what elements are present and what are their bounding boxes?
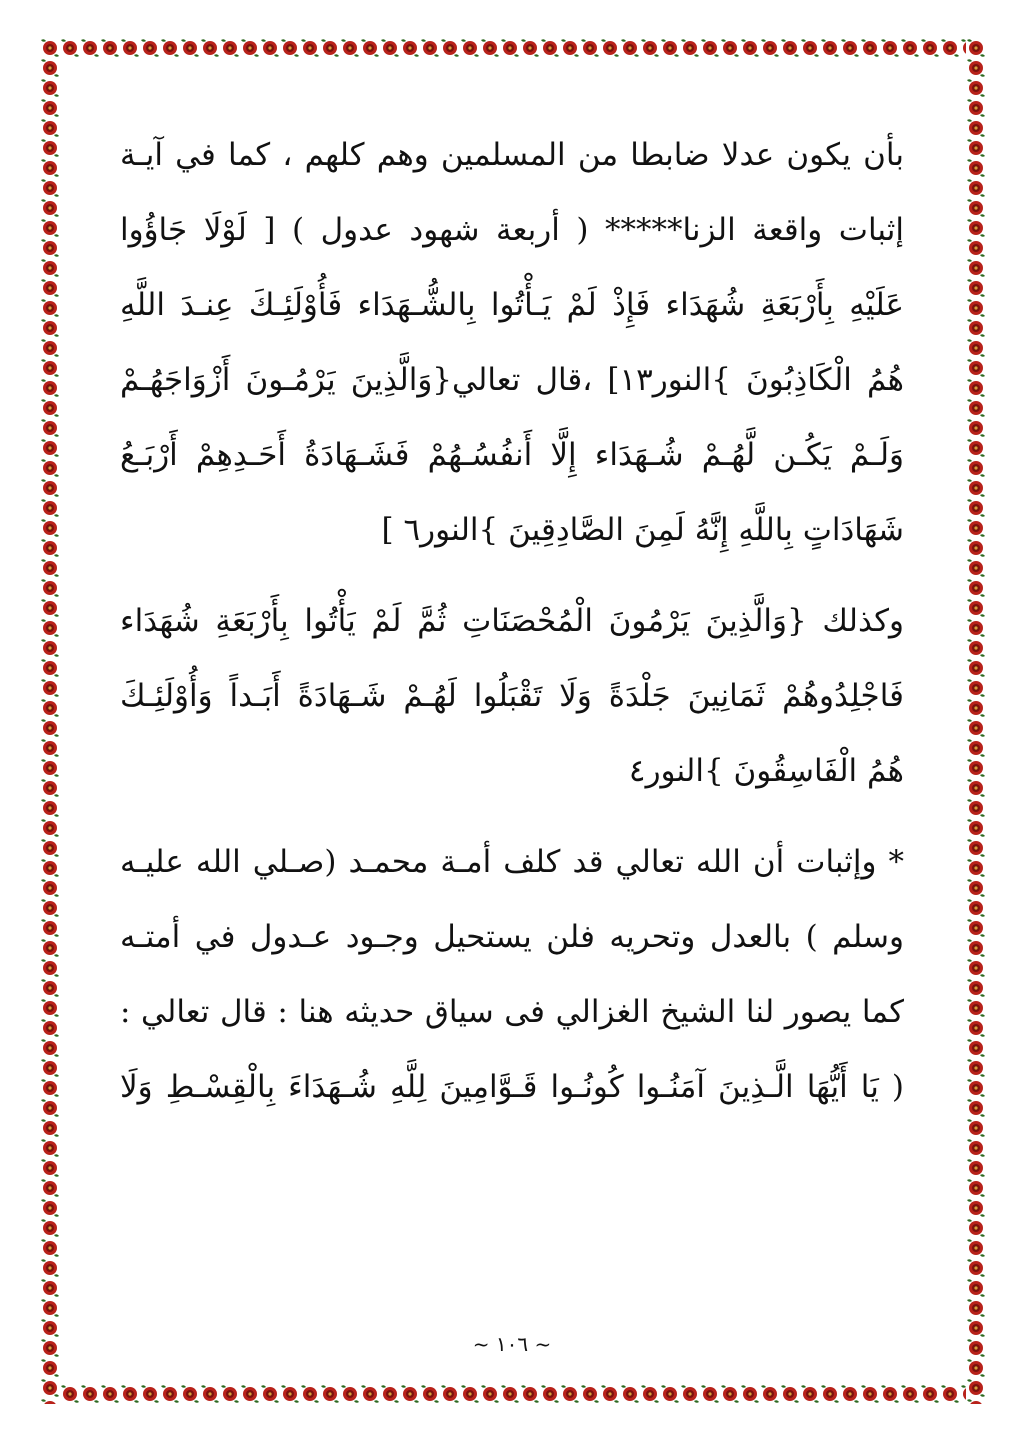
paragraph-2: [120, 584, 904, 809]
text-line: هُمُ الْكَاذِبُونَ }النور١٣] ،قال تعالي{وَالَّذِينَ يَرْمُـونَ أَزْوَاجَهُـمْ: [120, 362, 904, 398]
text-line: كما يصور لنا الشيخ الغزالي فى سياق حديثه هنا : قال تعالي :: [120, 994, 904, 1030]
text-line: إثبات واقعة الزنا***** ( أربعة شهود عدول ) [ لَوْلَا جَاؤُوا: [120, 212, 904, 248]
decorative-border-bottom: [40, 1384, 986, 1404]
text-line: شَهَادَاتٍ بِاللَّهِ إِنَّهُ لَمِنَ الصَّادِقِينَ }النور٦ ]: [381, 512, 904, 548]
paragraph-3: [120, 825, 904, 1125]
decorative-border-right: [966, 38, 986, 1404]
text-line: بأن يكون عدلا ضابطا من المسلمين وهم كلهم ، كما في آيـة: [120, 137, 904, 173]
text-line: ( يَا أَيُّهَا الَّـذِينَ آمَنُـوا كُونُـوا قَـوَّامِينَ لِلَّهِ شُـهَدَاءَ بِالْقِسْـطِ وَلَا: [120, 1069, 904, 1105]
decorative-border-left: [40, 38, 60, 1404]
text-line: عَلَيْهِ بِأَرْبَعَةِ شُهَدَاء فَإِذْ لَمْ يَـأْتُوا بِالشُّـهَدَاء فَأُوْلَئِـكَ عِنـدَ اللَّهِ: [120, 287, 904, 323]
text-line: * وإثبات أن الله تعالي قد كلف أمـة محمـد (صـلي الله عليـه: [120, 844, 904, 880]
text-line: هُمُ الْفَاسِقُونَ }النور٤: [628, 753, 904, 789]
page-body-text: [120, 118, 904, 1125]
page-number: ~ ١٠٦ ~: [472, 1332, 552, 1356]
text-line: فَاجْلِدُوهُمْ ثَمَانِينَ جَلْدَةً وَلَا تَقْبَلُوا لَهُـمْ شَـهَادَةً أَبَـداً وَأُوْلَئِـكَ: [120, 678, 904, 714]
text-line: وسلم ) بالعدل وتحريه فلن يستحيل وجـود عـدول في أمتـه: [120, 919, 904, 955]
paragraph-1: [120, 118, 904, 568]
text-line: وَلَـمْ يَكُـن لَّهُـمْ شُـهَدَاء إِلَّا أَنفُسُـهُمْ فَشَـهَادَةُ أَحَـدِهِمْ أَرْبَـعُ: [120, 437, 904, 473]
decorative-border-top: [40, 38, 986, 58]
text-line: وكذلك {وَالَّذِينَ يَرْمُونَ الْمُحْصَنَاتِ ثُمَّ لَمْ يَأْتُوا بِأَرْبَعَةِ شُهَدَاء: [120, 603, 904, 639]
